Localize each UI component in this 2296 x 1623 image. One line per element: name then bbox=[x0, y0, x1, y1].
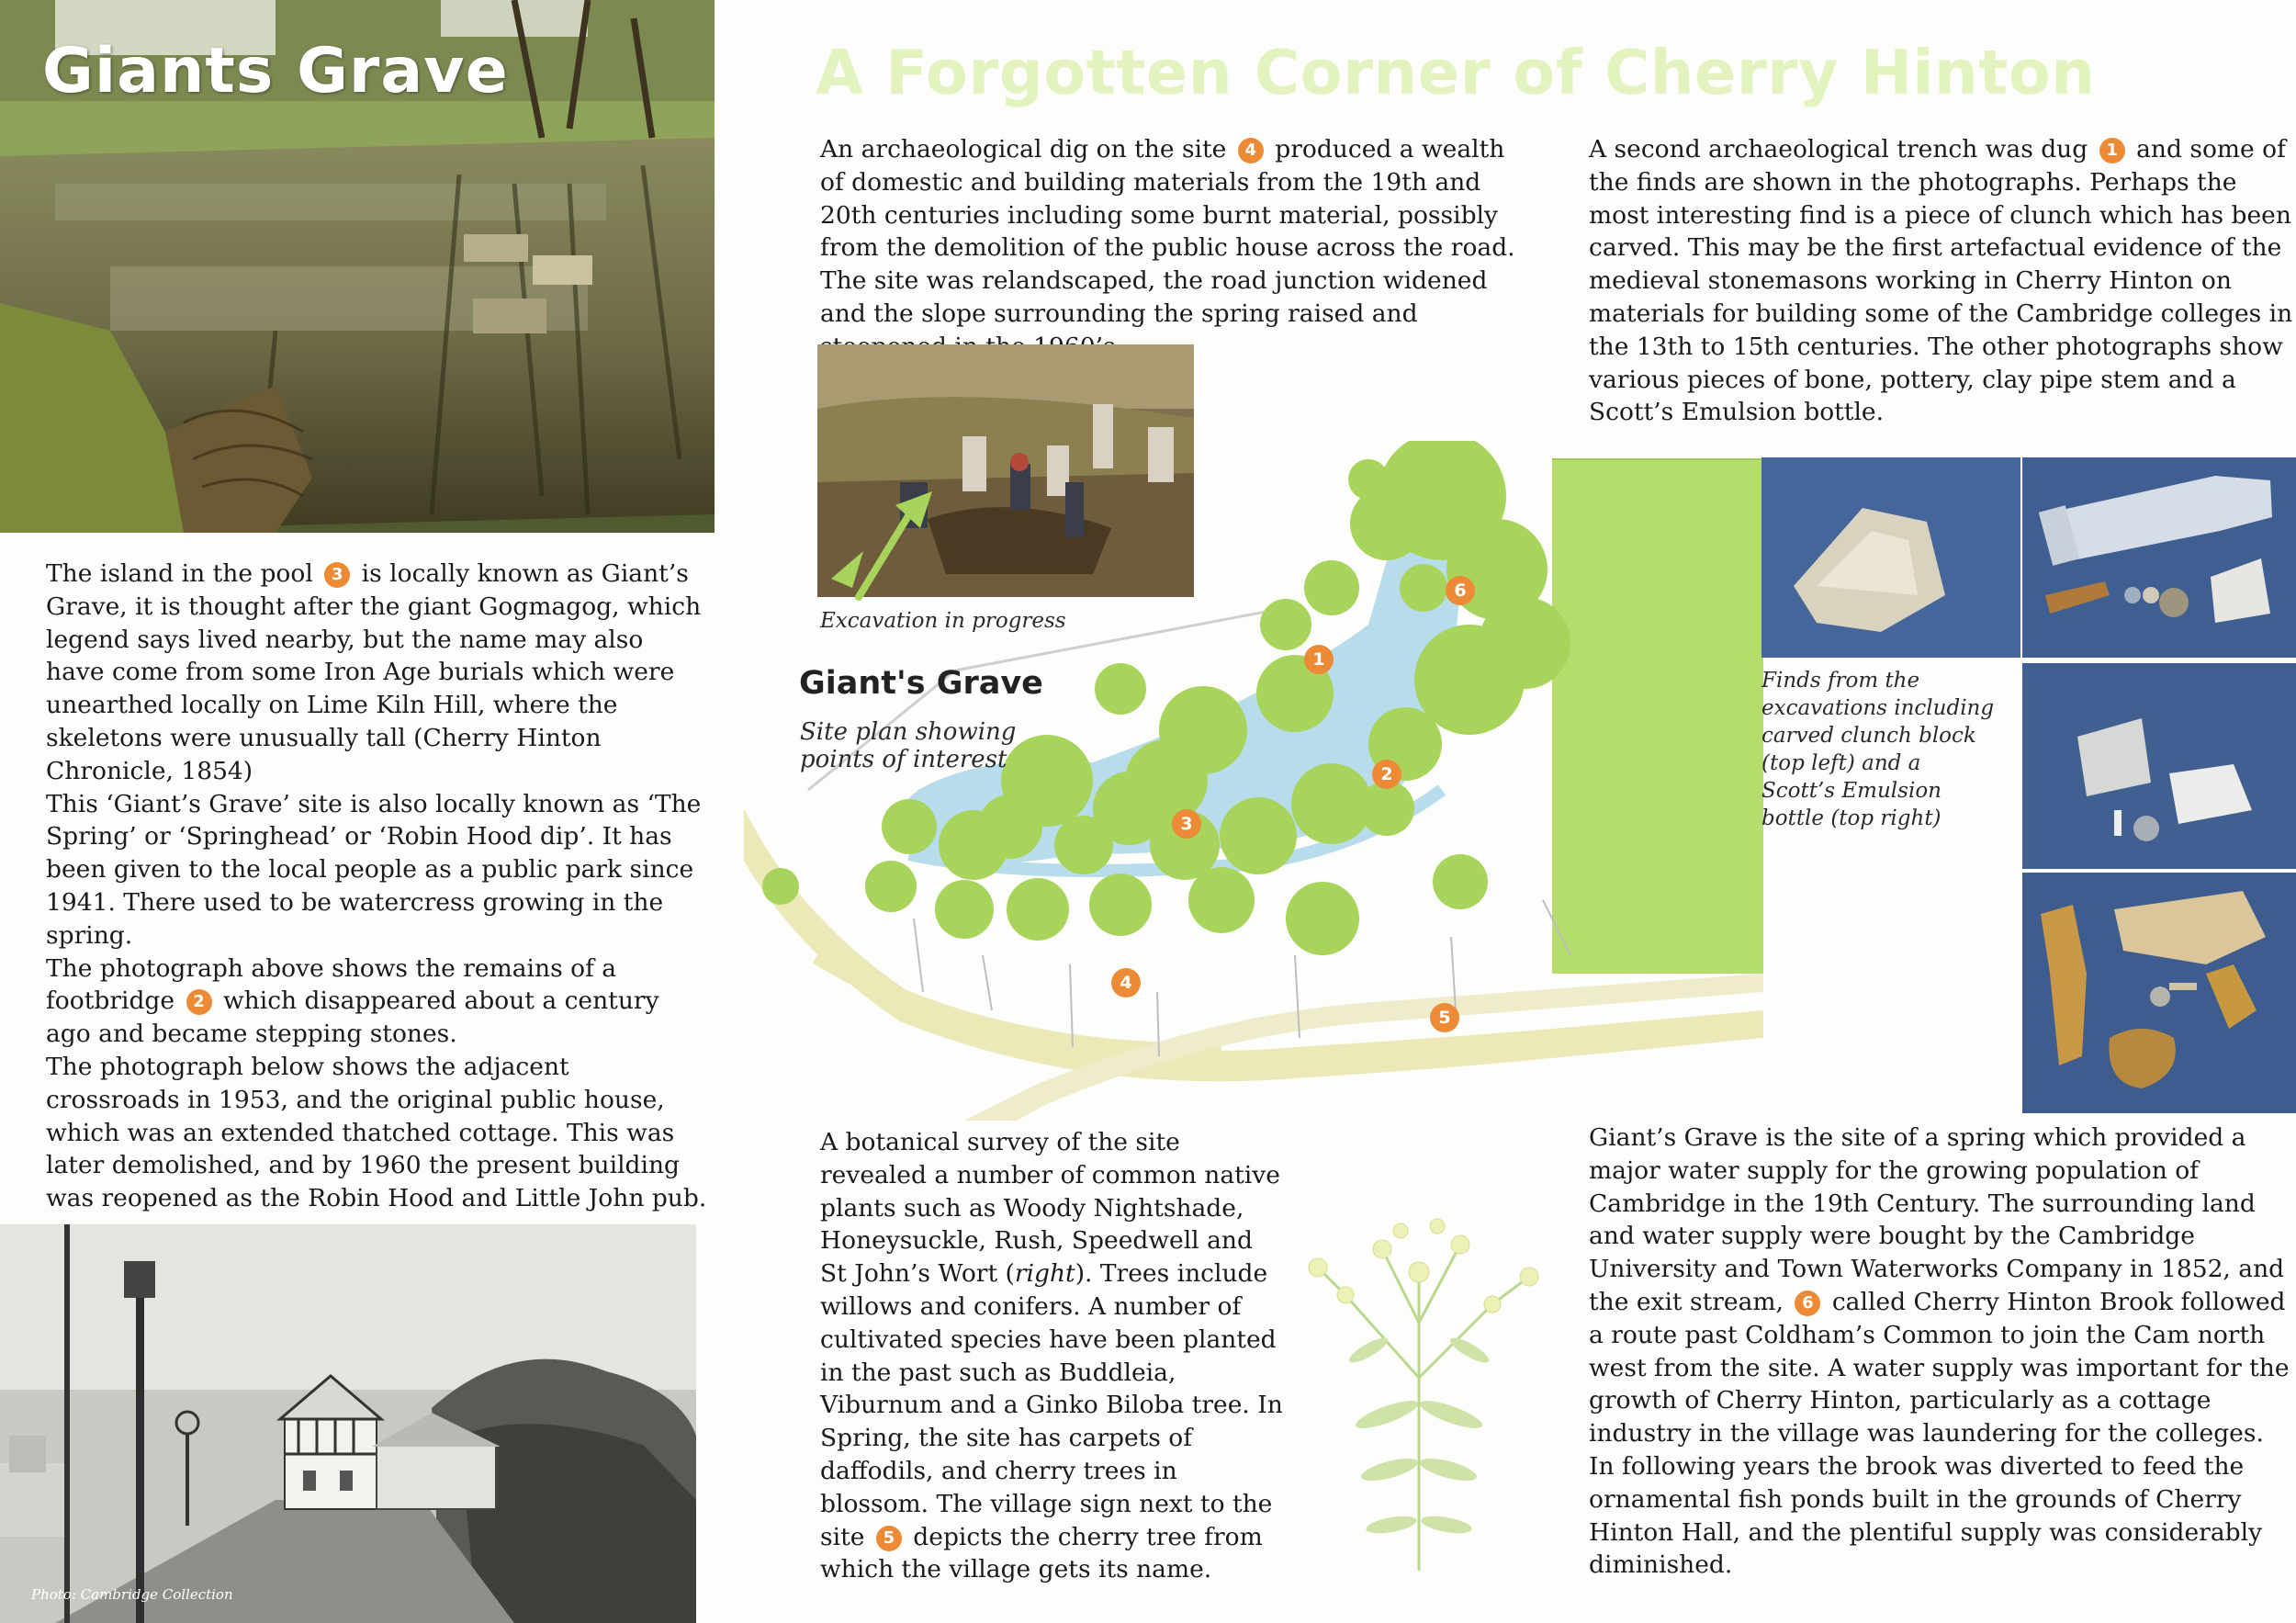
marker-6-inline: 6 bbox=[1795, 1291, 1820, 1316]
map-marker-6[interactable]: 6 bbox=[1446, 576, 1475, 605]
crossroads-photo bbox=[0, 1224, 696, 1623]
marker-3-inline: 3 bbox=[324, 562, 350, 588]
trench-text-s2: and some of the finds are shown in the photographs. Perhaps the most interesting find is a piece of clunch which has been carved. This may be the first artefactual evidence of the medieval stonemasons working in Cherry Hinton on materials for building some of the Cambridge colleges in the 13th to 15th centuries. The other photographs show various pieces of bone, pottery, clay pipe stem and a Scott’s Emulsion bottle. bbox=[1589, 135, 2293, 427]
finds-photo-bottle bbox=[2022, 457, 2296, 658]
left-text-s1: The island in the pool bbox=[46, 559, 313, 588]
trench-text bbox=[1589, 133, 2296, 429]
left-text-s2: is locally known as Giant’s Grave, it is thought after the giant Gogmagog, which legend says lived nearby, but the name may also have come from some Iron Age burials which were unearthed locally on Lime Kiln Hill, where the skeletons were unusually tall (Cherry Hinton Chronicle, 1854) bbox=[46, 559, 702, 785]
botany-text-s2: ). Trees include willows and conifers. A number of cultivated species have been planted in the past such as Buddleia, Viburnum and a Ginko Biloba tree. In Spring, the site has carpets of daffodils, and cherry trees in blossom. The village sign next to the site bbox=[820, 1259, 1283, 1551]
page-title-left: Giants Grave bbox=[42, 35, 509, 107]
spring-text bbox=[1589, 1121, 2296, 1582]
map-marker-2[interactable]: 2 bbox=[1372, 760, 1401, 789]
map-marker-3[interactable]: 3 bbox=[1172, 809, 1201, 839]
botany-text-italic: right bbox=[1014, 1259, 1075, 1289]
dig-text-s1: An archaeological dig on the site bbox=[820, 135, 1227, 163]
left-text-s6: The photograph below shows the adjacent crossroads in 1953, and the original public house, which was an extended thatched cottage. This was later demolished, and by 1960 the present building was reopened as the Robin Hood and Little John pub. bbox=[46, 1052, 707, 1213]
trench-text-s1: A second archaeological trench was dug bbox=[1589, 135, 2088, 163]
left-text-s3: This ‘Giant’s Grave’ site is also locally known as ‘The Spring’ or ‘Springhead’ or ‘Robin Hood dip’. It has been given to the local people as a public park since 1941. There used to be watercress growing in the spring. bbox=[46, 789, 702, 950]
site-plan-map bbox=[744, 441, 1763, 1121]
page-title-main: A Forgotten Corner of Cherry Hinton bbox=[816, 37, 2096, 108]
excavation-caption: Excavation in progress bbox=[820, 609, 1066, 633]
left-text-s4: The photograph above shows the remains of a footbridge bbox=[46, 953, 617, 1016]
map-marker-4[interactable]: 4 bbox=[1111, 968, 1141, 997]
map-title: Giant's Grave bbox=[799, 665, 1043, 702]
marker-5-inline: 5 bbox=[876, 1526, 902, 1551]
finds-photo-clunch bbox=[1761, 457, 2020, 658]
map-marker-5[interactable]: 5 bbox=[1430, 1003, 1459, 1032]
spring-text-s1: Giant’s Grave is the site of a spring which provided a major water supply for the growing population of Cambridge in the 19th Century. The surrounding land and water supply were bought by the Cambridge University and Town Waterworks Company in 1852, and the exit stream, bbox=[1589, 1123, 2285, 1316]
marker-1-inline: 1 bbox=[2099, 138, 2125, 163]
map-subtitle: Site plan showing points of interest bbox=[800, 718, 1017, 773]
marker-2-inline: 2 bbox=[186, 989, 212, 1015]
dig-text-s2: produced a wealth of domestic and building materials from the 19th and 20th centuries including some burnt material, possibly from the demolition of the public house across the road. The site was relandscaped, the road junction widened and the slope surrounding the spring raised and bbox=[820, 135, 1515, 328]
spring-text-s2: called Cherry Hinton Brook followed a route past Coldham’s Common to join the Cam north west from the site. A water supply was important for the growth of Cherry Hinton, particularly as a cottage industry in the village was laundering for the colleges. In following years the brook was diverted to feed the ornamental fish ponds built in the grounds of Cherry Hinton Hall, and the plentiful supply was considerably diminished. bbox=[1589, 1287, 2290, 1580]
botany-text bbox=[820, 1126, 1284, 1586]
left-body-text bbox=[46, 558, 707, 1215]
botany-text-s1: A botanical survey of the site revealed a number of common native plants such as Woody Nightshade, Honeysuckle, Rush, Speedwell and St John’s Wort ( bbox=[820, 1128, 1280, 1289]
map-marker-1[interactable]: 1 bbox=[1304, 645, 1334, 674]
finds-photo-bones bbox=[2022, 873, 2296, 1113]
finds-caption: Finds from the excavations including carved clunch block (top left) and a Scott’s Emulsion bottle (top right) bbox=[1761, 669, 1995, 830]
st-johns-wort-illustration bbox=[1281, 1194, 1557, 1580]
photo-credit: Photo: Cambridge Collection bbox=[31, 1586, 233, 1603]
botany-text-s3: depicts the cherry tree from which the village gets its name. bbox=[820, 1522, 1263, 1584]
marker-4-inline: 4 bbox=[1238, 138, 1264, 163]
finds-photo-pottery bbox=[2022, 663, 2296, 869]
dig-text bbox=[820, 133, 1518, 364]
left-text-s5: which disappeared about a century ago and became stepping stones. bbox=[46, 986, 659, 1049]
